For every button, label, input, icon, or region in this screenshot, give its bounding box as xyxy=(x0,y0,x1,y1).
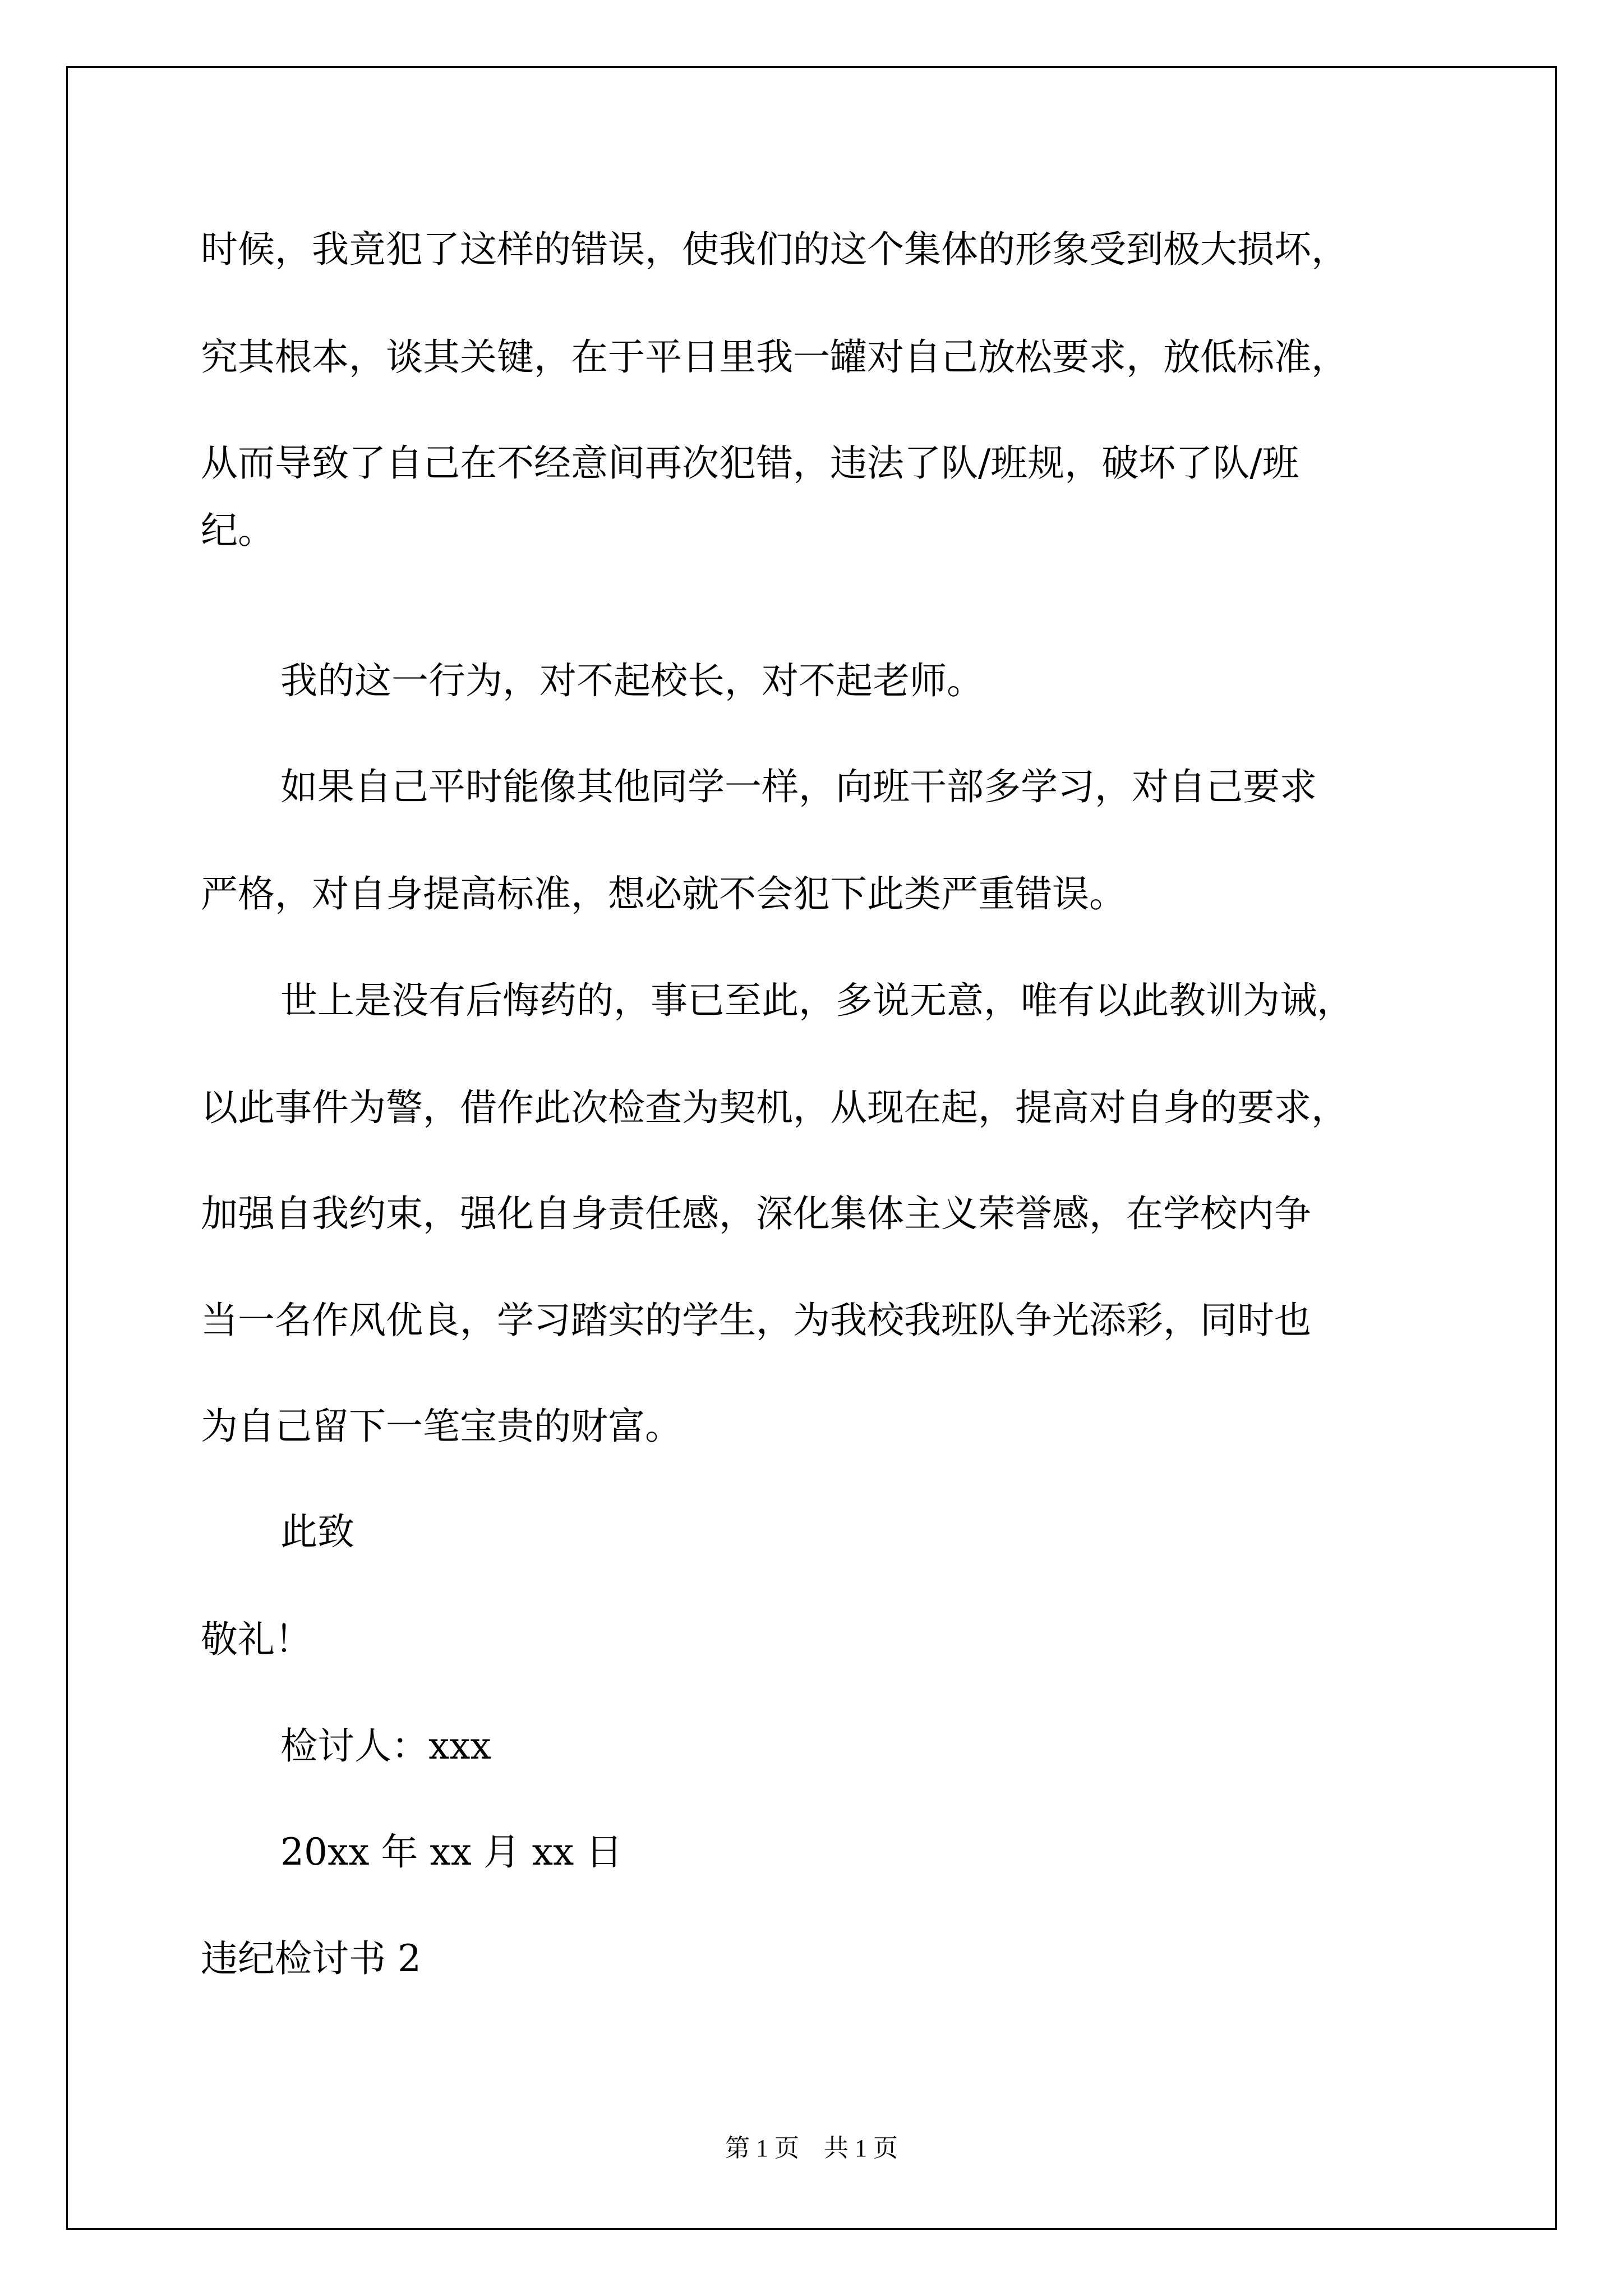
page-border xyxy=(66,66,1557,2230)
body-line-11: 当一名作风优良，学习踏实的学生，为我校我班队争光添彩，同时也 xyxy=(201,1299,1311,1342)
date-line: 20xx 年 xx 月 xx 日 xyxy=(280,1830,623,1874)
body-line-12: 为自己留下一笔宝贵的财富。 xyxy=(201,1405,682,1448)
body-line-9: 以此事件为警，借作此次检查为契机，从现在起，提高对自身的要求， xyxy=(201,1086,1348,1129)
body-line-7: 严格，对自身提高标准，想必就不会犯下此类严重错误。 xyxy=(201,872,1126,915)
body-line-6: 如果自己平时能像其他同学一样，向班干部多学习，对自己要求 xyxy=(280,765,1317,808)
body-line-3: 从而导致了自己在不经意间再次犯错，违法了队/班规，破坏了队/班 xyxy=(201,441,1299,485)
page-number-footer: 第 1 页 共 1 页 xyxy=(725,2134,898,2162)
closing-salutation: 此致 xyxy=(280,1510,354,1553)
body-line-8: 世上是没有后悔药的，事已至此，多说无意，唯有以此教训为诫， xyxy=(280,979,1354,1022)
body-line-1: 时候，我竟犯了这样的错误，使我们的这个集体的形象受到极大损坏， xyxy=(201,228,1348,271)
body-line-10: 加强自我约束，强化自身责任感，深化集体主义荣誉感，在学校内争 xyxy=(201,1192,1311,1235)
body-line-2: 究其根本，谈其关键，在于平日里我一罐对自己放松要求，放低标准， xyxy=(201,335,1348,379)
closing-respect: 敬礼！ xyxy=(201,1618,312,1661)
body-line-4: 纪。 xyxy=(201,509,275,552)
body-line-5: 我的这一行为，对不起校长，对不起老师。 xyxy=(280,659,984,702)
next-section-title: 违纪检讨书 2 xyxy=(201,1937,421,1980)
signature-line: 检讨人：xxx xyxy=(280,1724,491,1768)
